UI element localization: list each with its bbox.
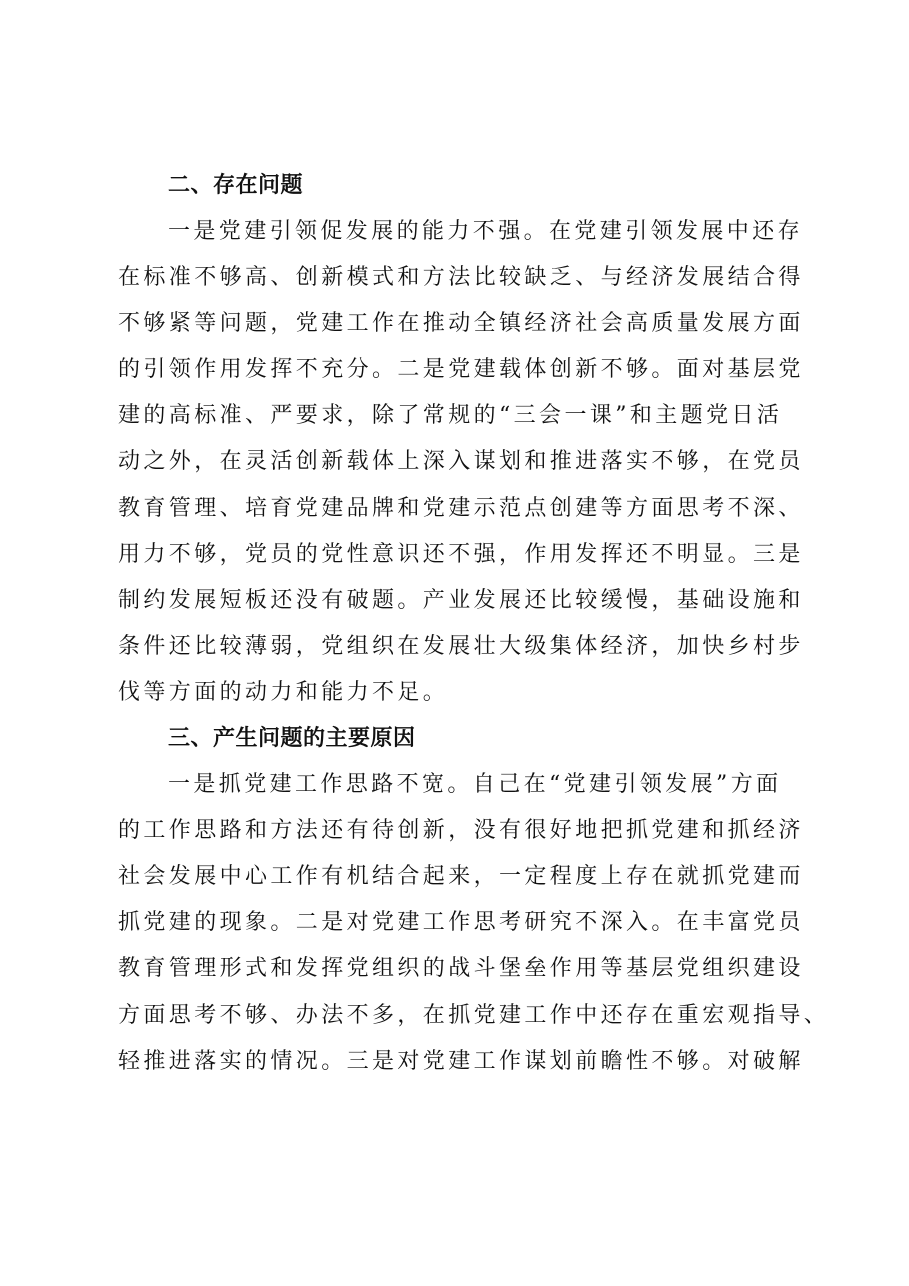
text-line: 动之外，在灵活创新载体上深入谋划和推进落实不够，在党员 [118,449,804,475]
text-line: 社会发展中心工作有机结合起来，一定程度上存在就抓党建而 [118,864,804,890]
text-line: 建的高标准、严要求，除了常规的“三会一课”和主题党日活 [118,403,783,429]
text-line: 伐等方面的动力和能力不足。 [118,679,449,705]
text-line: 轻推进落实的情况。三是对党建工作谋划前瞻性不够。对破解 [118,1048,804,1074]
text-line: 一是党建引领促发展的能力不强。在党建引领发展中还存 [168,219,804,244]
section-heading-main-causes: 三、产生问题的主要原因 [168,726,416,752]
text-line: 一是抓党建工作思路不宽。自己在“党建引领发展”方面 [168,772,782,798]
document-body [118,163,830,1085]
text-line: 教育管理形式和发挥党组织的战斗堡垒作用等基层党组织建设 [118,956,804,982]
text-line: 不够紧等问题，党建工作在推动全镇经济社会高质量发展方面 [118,311,804,337]
text-line: 在标准不够高、创新模式和方法比较缺乏、与经济发展结合得 [118,265,804,291]
text-line: 的引领作用发挥不充分。二是党建载体创新不够。面对基层党 [118,357,804,383]
text-line: 的工作思路和方法还有待创新，没有很好地把抓党建和抓经济 [118,818,804,844]
text-line: 抓党建的现象。二是对党建工作思考研究不深入。在丰富党员 [118,910,804,936]
section-heading-existing-problems: 二、存在问题 [168,173,304,198]
section-paragraph-main-causes [118,762,830,1085]
text-line: 制约发展短板还没有破题。产业发展还比较缓慢，基础设施和 [118,587,804,613]
text-line: 条件还比较薄弱，党组织在发展壮大级集体经济，加快乡村步 [118,633,804,659]
text-line: 教育管理、培育党建品牌和党建示范点创建等方面思考不深、 [118,495,804,521]
text-line: 用力不够，党员的党性意识还不强，作用发挥还不明显。三是 [118,541,804,567]
section-paragraph-existing-problems [118,209,808,716]
text-line: 方面思考不够、办法不多，在抓党建工作中还存在重宏观指导、 [118,1002,830,1028]
